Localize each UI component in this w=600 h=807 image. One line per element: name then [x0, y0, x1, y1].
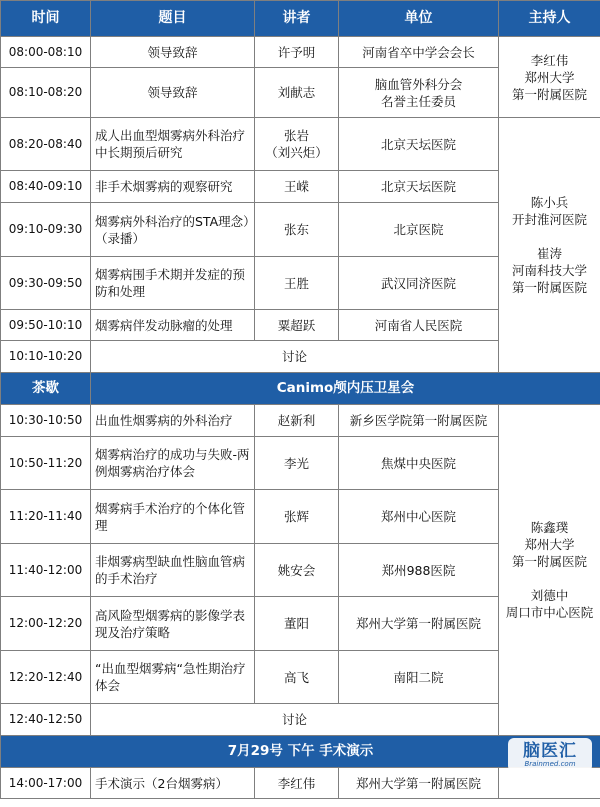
time-cell: 09:30-09:50 — [1, 257, 91, 310]
topic-cell: 领导致辞 — [91, 68, 255, 118]
time-cell: 11:40-12:00 — [1, 544, 91, 597]
unit-cell: 南阳二院 — [339, 651, 499, 704]
speaker-cell: 王嵘 — [255, 171, 339, 203]
unit-cell: 北京天坛医院 — [339, 171, 499, 203]
break-title: Canimo颅内压卫星会 — [91, 373, 600, 405]
time-cell: 14:00-17:00 — [1, 768, 91, 799]
unit-cell: 郑州988医院 — [339, 544, 499, 597]
unit-cell: 新乡医学院第一附属医院 — [339, 405, 499, 437]
header-speaker: 讲者 — [255, 1, 339, 37]
speaker-cell: 张辉 — [255, 490, 339, 544]
time-cell: 12:20-12:40 — [1, 651, 91, 704]
speaker-cell: 赵新利 — [255, 405, 339, 437]
header-unit: 单位 — [339, 1, 499, 37]
topic-cell: 烟雾病围手术期并发症的预防和处理 — [91, 257, 255, 310]
topic-cell: 非烟雾病型缺血性脑血管病的手术治疗 — [91, 544, 255, 597]
unit-cell: 河南省卒中学会会长 — [339, 37, 499, 68]
time-cell: 11:20-11:40 — [1, 490, 91, 544]
time-cell: 12:00-12:20 — [1, 597, 91, 651]
unit-cell: 郑州中心医院 — [339, 490, 499, 544]
topic-cell: 烟雾病手术治疗的个体化管理 — [91, 490, 255, 544]
unit-cell: 焦煤中央医院 — [339, 437, 499, 490]
break-label: 茶歇 — [1, 373, 91, 405]
host-cell: 李红伟 郑州大学 第一附属医院 — [499, 37, 600, 118]
topic-cell: 非手术烟雾病的观察研究 — [91, 171, 255, 203]
unit-cell: 河南省人民医院 — [339, 310, 499, 341]
topic-cell: 烟雾病伴发动脉瘤的处理 — [91, 310, 255, 341]
speaker-cell: 刘献志 — [255, 68, 339, 118]
speaker-cell: 姚安会 — [255, 544, 339, 597]
topic-cell: 烟雾病外科治疗的STA理念）（录播） — [91, 203, 255, 257]
speaker-cell: 董阳 — [255, 597, 339, 651]
unit-cell: 郑州大学第一附属医院 — [339, 768, 499, 799]
speaker-cell: 高飞 — [255, 651, 339, 704]
unit-cell: 郑州大学第一附属医院 — [339, 597, 499, 651]
unit-cell: 脑血管外科分会 名誉主任委员 — [339, 68, 499, 118]
header-time: 时间 — [1, 1, 91, 37]
host-cell: 陈小兵 开封淮河医院 崔涛 河南科技大学 第一附属医院 — [499, 118, 600, 373]
topic-cell: 烟雾病治疗的成功与失败-两例烟雾病治疗体会 — [91, 437, 255, 490]
topic-cell: 高风险型烟雾病的影像学表现及治疗策略 — [91, 597, 255, 651]
header-row — [1, 1, 600, 37]
empty-host-cell — [499, 768, 600, 799]
table-row — [1, 768, 600, 799]
time-cell: 09:50-10:10 — [1, 310, 91, 341]
discussion-cell: 讨论 — [91, 341, 499, 373]
speaker-cell: 粟超跃 — [255, 310, 339, 341]
table-row — [1, 118, 600, 171]
host-cell: 陈鑫璞 郑州大学 第一附属医院 刘德中 周口市中心医院 — [499, 405, 600, 736]
topic-cell: 领导致辞 — [91, 37, 255, 68]
time-cell: 09:10-09:30 — [1, 203, 91, 257]
topic-cell: “出血型烟雾病“急性期治疗体会 — [91, 651, 255, 704]
unit-cell: 北京医院 — [339, 203, 499, 257]
unit-cell: 北京天坛医院 — [339, 118, 499, 171]
table-row — [1, 37, 600, 68]
speaker-cell: 张东 — [255, 203, 339, 257]
time-cell: 08:10-08:20 — [1, 68, 91, 118]
time-cell: 10:30-10:50 — [1, 405, 91, 437]
discussion-cell: 讨论 — [91, 704, 499, 736]
brainmed-watermark — [508, 738, 592, 772]
time-cell: 10:50-11:20 — [1, 437, 91, 490]
break-row — [1, 373, 600, 405]
time-cell: 10:10-10:20 — [1, 341, 91, 373]
unit-cell: 武汉同济医院 — [339, 257, 499, 310]
afternoon-title: 7月29号 下午 手术演示 — [1, 736, 600, 768]
header-topic: 题目 — [91, 1, 255, 37]
speaker-cell: 李红伟 — [255, 768, 339, 799]
speaker-cell: 王胜 — [255, 257, 339, 310]
header-host: 主持人 — [499, 1, 600, 37]
topic-cell: 手术演示（2台烟雾病） — [91, 768, 255, 799]
topic-cell: 成人出血型烟雾病外科治疗中长期预后研究 — [91, 118, 255, 171]
speaker-cell: 李光 — [255, 437, 339, 490]
table-row — [1, 405, 600, 437]
watermark-subtext: Brainmed.com — [524, 760, 576, 768]
speaker-cell: 许予明 — [255, 37, 339, 68]
topic-cell: 出血性烟雾病的外科治疗 — [91, 405, 255, 437]
time-cell: 12:40-12:50 — [1, 704, 91, 736]
time-cell: 08:00-08:10 — [1, 37, 91, 68]
speaker-cell: 张岩 （刘兴炬） — [255, 118, 339, 171]
time-cell: 08:40-09:10 — [1, 171, 91, 203]
watermark-logo-text: 脑医汇 — [523, 741, 577, 761]
time-cell: 08:20-08:40 — [1, 118, 91, 171]
